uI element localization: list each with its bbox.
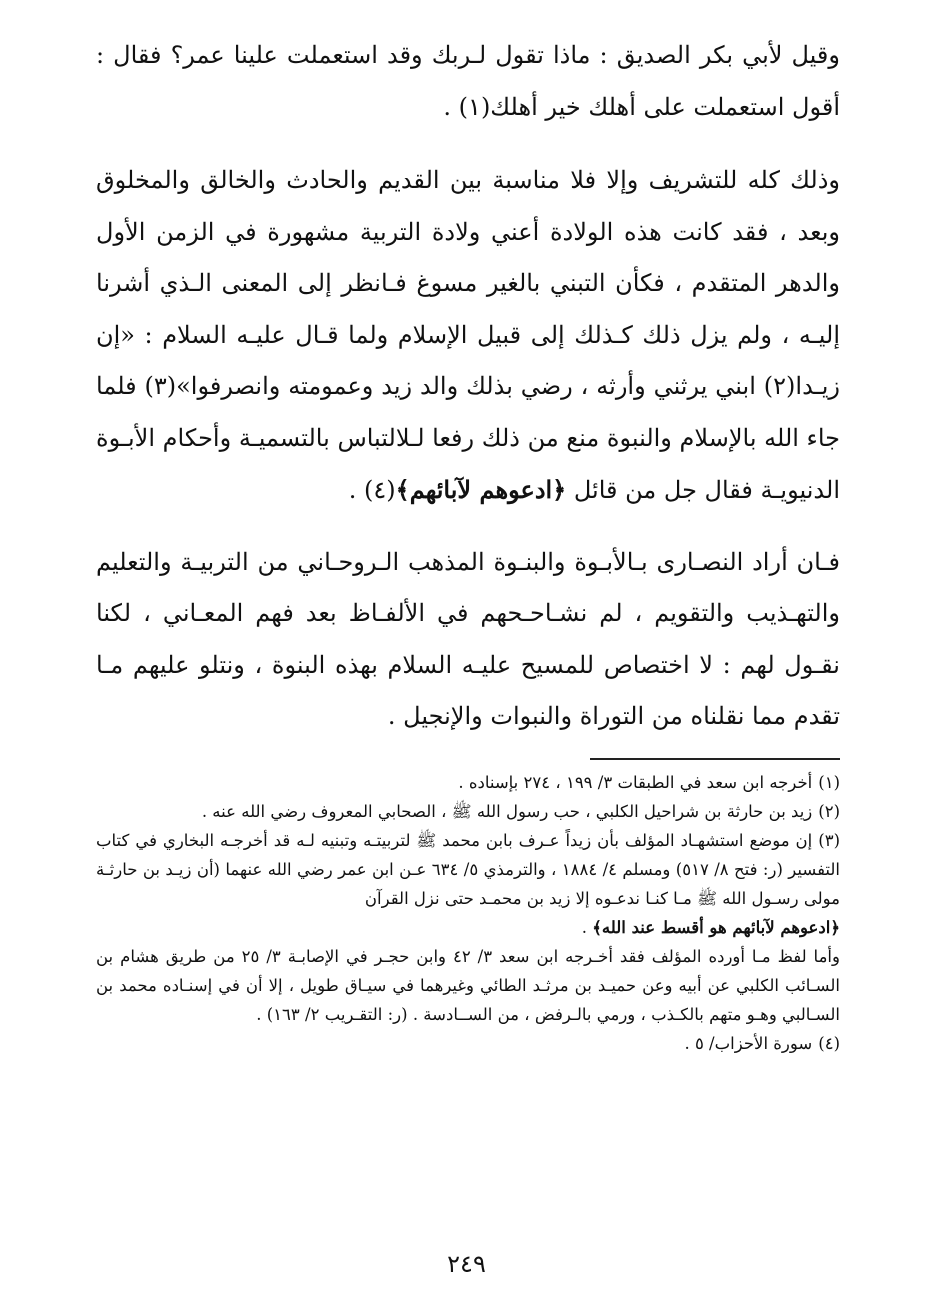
main-text: [96, 30, 840, 763]
paragraph-1-text: وقيل لأبي بكر الصديق : ماذا تقول لـربك وقد استعملت علينا عمر؟ فقال : أقول استعملت على أهلك خير أهلك(١) .: [96, 41, 840, 121]
footnote-4: [96, 1029, 840, 1058]
footnote-text: أخرجه ابن سعد في الطبقات ٣/ ١٩٩ ، ٢٧٤ بإسناده .: [458, 773, 813, 792]
footnote-2: [96, 797, 840, 826]
footnote-number: (٣): [818, 831, 840, 850]
paragraph-1: [96, 30, 840, 133]
footnote-text: وأما لفظ مـا أورده المؤلف فقد أخـرجه ابن سعد ٣/ ٤٢ وابن حجـر في الإصابـة ٣/ ٢٥ من طريق هشام بن السـائب الكلبي عن أبيه وعن حميـد بن مرثـد الطائي وغيرهما في سيـاق طويل ، إلا أن في إسنـاده محمد بن السـالبي وهـو متهم بالكـذب ، ورمي بالـرفض ، من الســادسة . (ر: التقـريب ٢/ ١٦٣) .: [96, 947, 840, 1024]
paragraph-2-text: وذلك كله للتشريف وإلا فلا مناسبة بين القديم والحادث والخالق والمخلوق وبعد ، فقد كانت هذه الولادة أعني ولادة التربية مشهورة في الزمن الأول والدهر المتقدم ، فكأن التبني بالغير مسوغ فـانظر إلى المعنى الـذي أشرنا إليـه ، ولم يزل ذلك كـذلك إلى قبيل الإسلام ولما قـال عليـه السلام : «إن زيـدا(٢) ابني يرثني وأرثه ، رضي بذلك والد زيد وعمومته وانصرفوا»(٣) فلما جاء الله بالإسلام والنبوة منع من ذلك رفعا لـلالتباس بالتسميـة وأحكام الأبـوة الدنيويـة فقال جل من قائل: [96, 166, 840, 504]
footnote-text: سورة الأحزاب/ ٥ .: [684, 1034, 813, 1053]
paragraph-2-footnote-ref: (٤) .: [348, 476, 396, 504]
footnote-number: (١): [818, 773, 840, 792]
footnotes: [96, 768, 840, 1058]
page-number: ٢٤٩: [447, 1250, 486, 1278]
footnote-text: زيد بن حارثة بن شراحيل الكلبي ، حب رسول الله ﷺ ، الصحابي المعروف رضي الله عنه .: [201, 802, 813, 821]
footnote-divider: [590, 758, 840, 760]
footnote-quran-quote: ﴿ادعوهم لآبائهم هو أقسط عند الله﴾: [592, 918, 840, 937]
paragraph-3-text: فـان أراد النصـارى بـالأبـوة والبنـوة المذهب الـروحـاني من التربيـة والتعليم والتهـذيب والتقويم ، لم نشـاحـحهم في الألفـاظ بعد فهم المعـاني ، لكنا نقـول لهم : لا اختصاص للمسيح عليـه السلام بهذه البنوة ، ونتلو عليهم مـا تقدم مما نقلناه من التوراة والنبوات والإنجيل .: [96, 547, 840, 730]
footnote-quote-end: .: [581, 918, 593, 937]
paragraph-2: [96, 155, 840, 517]
footnote-text: إن موضع استشهـاد المؤلف بأن زيداً عـرف بابن محمد ﷺ لتربيتـه وتبنيه لـه قد أخرجـه البخاري في كتاب التفسير (ر: فتح ٨/ ٥١٧) ومسلم ٤/ ١٨٨٤ ، والترمذي ٥/ ٦٣٤ عـن ابن عمر رضي الله عنهما (أن زيـد بن حارثـة مولى رسـول الله ﷺ مـا كنـا ندعـوه إلا زيد بن محمـد حتى نزل القرآن: [96, 831, 841, 908]
footnote-3: [96, 826, 840, 942]
footnote-number: (٤): [818, 1034, 840, 1053]
footnote-number: (٢): [818, 802, 840, 821]
quran-quote: ﴿ادعوهم لآبائهم﴾: [395, 475, 567, 504]
footnote-1: [96, 768, 840, 797]
footnote-3-continuation: [96, 942, 840, 1029]
paragraph-3: [96, 537, 840, 743]
